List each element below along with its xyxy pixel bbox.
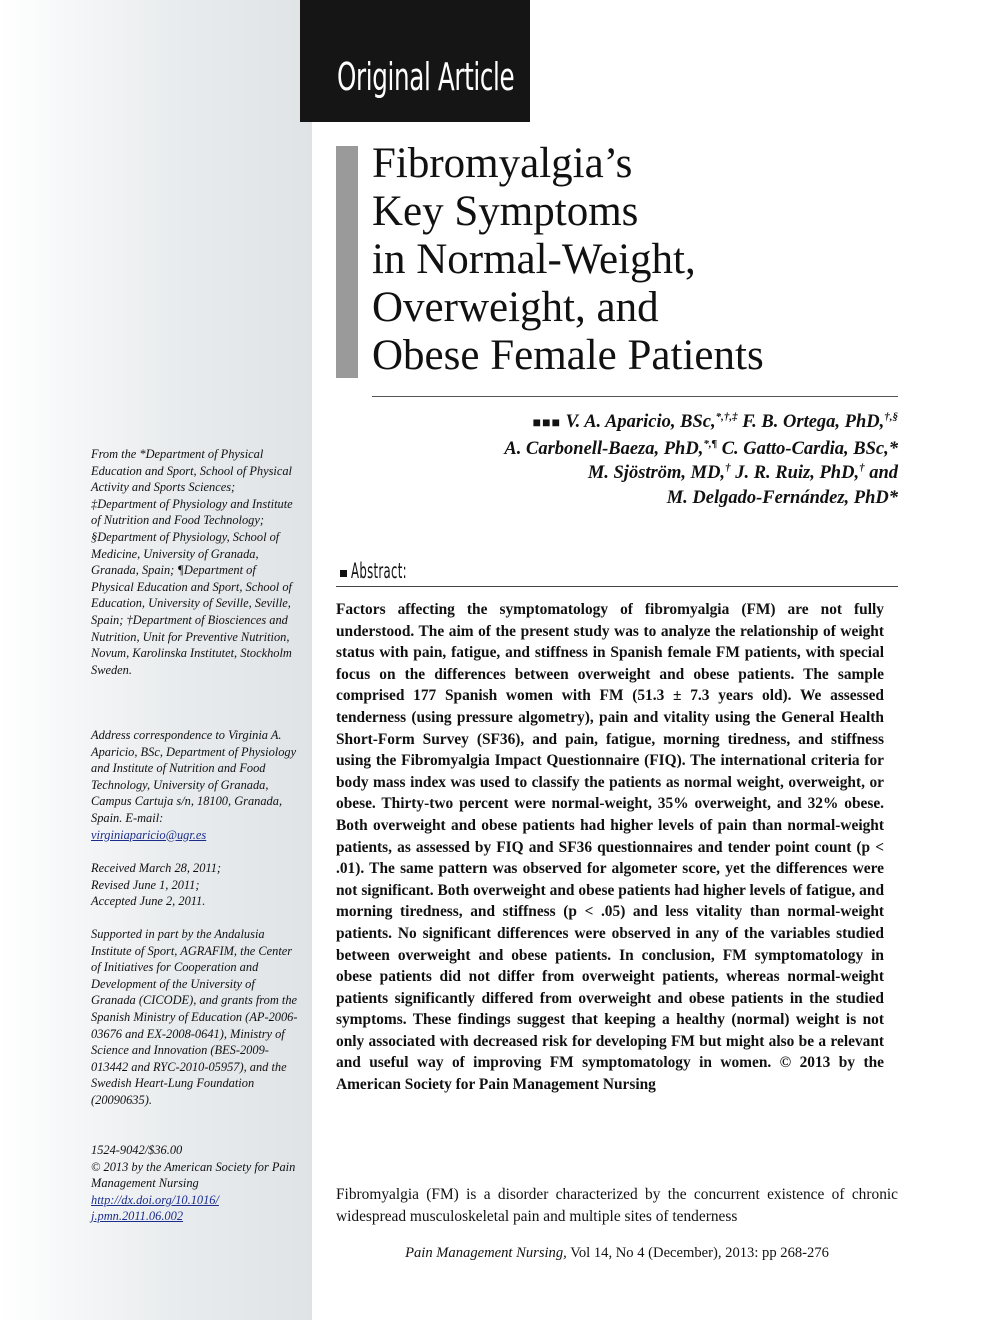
price-code: 1524-9042/$36.00 (91, 1143, 183, 1157)
author-name: V. A. Aparicio, BSc, (565, 412, 716, 432)
author-affiliation-marks: *,¶ (703, 437, 718, 450)
author-name: F. B. Ortega, PhD, (737, 412, 885, 432)
section-label: Original Article (337, 55, 515, 99)
author-line (358, 461, 898, 486)
title-accent-bar (336, 146, 358, 378)
publication-info (91, 1142, 301, 1225)
author-conjunction: and (864, 463, 898, 483)
revised-date: Revised June 1, 2011; (91, 877, 200, 892)
title-divider (372, 396, 898, 397)
correspondence-text: Address correspondence to Virginia A. Aparicio, BSc, Department of Physiology and Institute of Nutrition and Food Technology, University of Granada, Campus Cartuja s/n, 18100, Granada, Spain. E-mail: (91, 728, 297, 825)
abstract-body: Factors affecting the symptomatology of fibromyalgia (FM) are not fully understood. The aim of the present study was to analyze the relationship of weight status with pain, fatigue, and stiffness in Spanish female FM patients, with special focus on the differences between overweight and obese patients. The sample comprised 177 Spanish women with FM (51.3 ± 7.3 years old). We assessed tenderness (using pressure algometry), pain and vitality using the General Health Short-Form Survey (SF36), and pain, fatigue, morning tiredness, and stiffness using the Fibromyalgia Impact Questionnaire (FIQ). The international criteria for body mass index was used to classify the patients as normal weight, overweight, or obese. Thirty-two percent were normal-weight, 35% overweight, and 32% obese. Both overweight and obese patients had higher levels of pain than normal-weight patients, as assessed by FIQ and SF36 questionnaires and tender point count (p < .01). The same pattern was observed for algometer score, yet the differences were not significant. Both overweight and obese patients had higher levels of fatigue, and morning tiredness, and stiffness (p < .05) and less vitality than normal-weight patients. No significant differences were observed in any of the variables studied between overweight and obese patients. In conclusion, FM symptomatology in obese patients did not differ from overweight patients, whereas normal-weight patients significantly differed from overweight and obese patients in the studied symptoms. These findings suggest that keeping a healthy (normal) weight is not only associated with decreased risk for developing FM but might also be a relevant and useful way of improving FM symptomatology in women. © 2013 by the American Society for Pain Management Nursing (336, 601, 884, 1094)
abstract-heading-text: Abstract: (351, 559, 407, 583)
received-date: Received March 28, 2011; (91, 861, 222, 875)
email-link[interactable]: virginiaparicio@ugr.es (91, 827, 207, 842)
author-line (358, 486, 898, 511)
author-name: A. Carbonell-Baeza, PhD, (504, 438, 704, 459)
author-affiliation-marks: †,§ (884, 411, 898, 423)
author-name: M. Delgado-Fernández, PhD (666, 487, 889, 508)
author-name: M. Sjöström, MD, (587, 463, 726, 483)
square-bullet-icon (340, 570, 347, 577)
correspondence (91, 727, 301, 843)
author-affiliation-marks: † (859, 462, 865, 474)
funding-text: Supported in part by the Andalusia Institute of Sport, AGRAFIM, the Center of Initiatives for Cooperation and Development of the University of Granada (CICODE), and grants from the Spanish Ministry of Education (AP-2006-03676 and EX-2008-0641), Ministry of Science and Innovation (BES-2009-013442 and RYC-2010-05957), and the Swedish Heart-Lung Foundation (20090635). (91, 927, 298, 1107)
accepted-date: Accepted June 2, 2011. (91, 894, 206, 909)
doi-link-continued[interactable]: j.pmn.2011.06.002 (91, 1209, 184, 1224)
author-name: C. Gatto-Cardia, BSc, (717, 438, 889, 459)
author-name: J. R. Ruiz, PhD, (730, 463, 860, 483)
square-markers-icon: ■■■ (532, 416, 562, 431)
author-affiliation-marks: * (888, 487, 898, 508)
affiliations (91, 446, 301, 678)
author-line (358, 437, 898, 462)
copyright-notice: © 2013 by the American Society for Pain Management Nursing (91, 1159, 296, 1191)
affiliations-text: From the *Department of Physical Education and Sport, School of Physical Activity and Sports Sciences; ‡Department of Physiology and Institute of Nutrition and Food Technology; §Department of Physiology, School of Medicine, University of Granada, Granada, Spain; ¶Department of Physical Education and Sport, School of Education, University of Seville, Seville, Spain; †Department of Biosciences and Nutrition, Unit for Preventive Nutrition, Novum, Karolinska Institutet, Stockholm Sweden. (91, 447, 293, 677)
intro-paragraph: Fibromyalgia (FM) is a disorder characterized by the concurrent existence of chronic widespread musculoskeletal pain and multiple sites of tenderness (336, 1186, 898, 1225)
doi-link[interactable]: http://dx.doi.org/10.1016/ (91, 1192, 219, 1207)
title-line: Key Symptoms (372, 188, 639, 235)
author-line (358, 410, 898, 437)
abstract-divider (336, 586, 898, 587)
author-affiliation-marks: *,†,‡ (715, 411, 738, 423)
funding (91, 926, 301, 1109)
section-banner (300, 0, 530, 122)
article-title (372, 140, 912, 380)
title-line: Overweight, and (372, 284, 659, 331)
author-list (358, 410, 898, 510)
title-line: Obese Female Patients (372, 332, 764, 379)
abstract-heading (340, 559, 441, 583)
journal-name: Pain Management Nursing, (405, 1245, 567, 1261)
article-dates (91, 860, 301, 910)
title-line: Fibromyalgia’s (372, 140, 633, 187)
citation-details: Vol 14, No 4 (December), 2013: pp 268-276 (566, 1245, 829, 1261)
author-affiliation-marks: † (725, 462, 731, 474)
author-affiliation-marks: * (888, 438, 898, 459)
journal-footer (336, 1245, 898, 1262)
title-line: in Normal-Weight, (372, 236, 696, 283)
